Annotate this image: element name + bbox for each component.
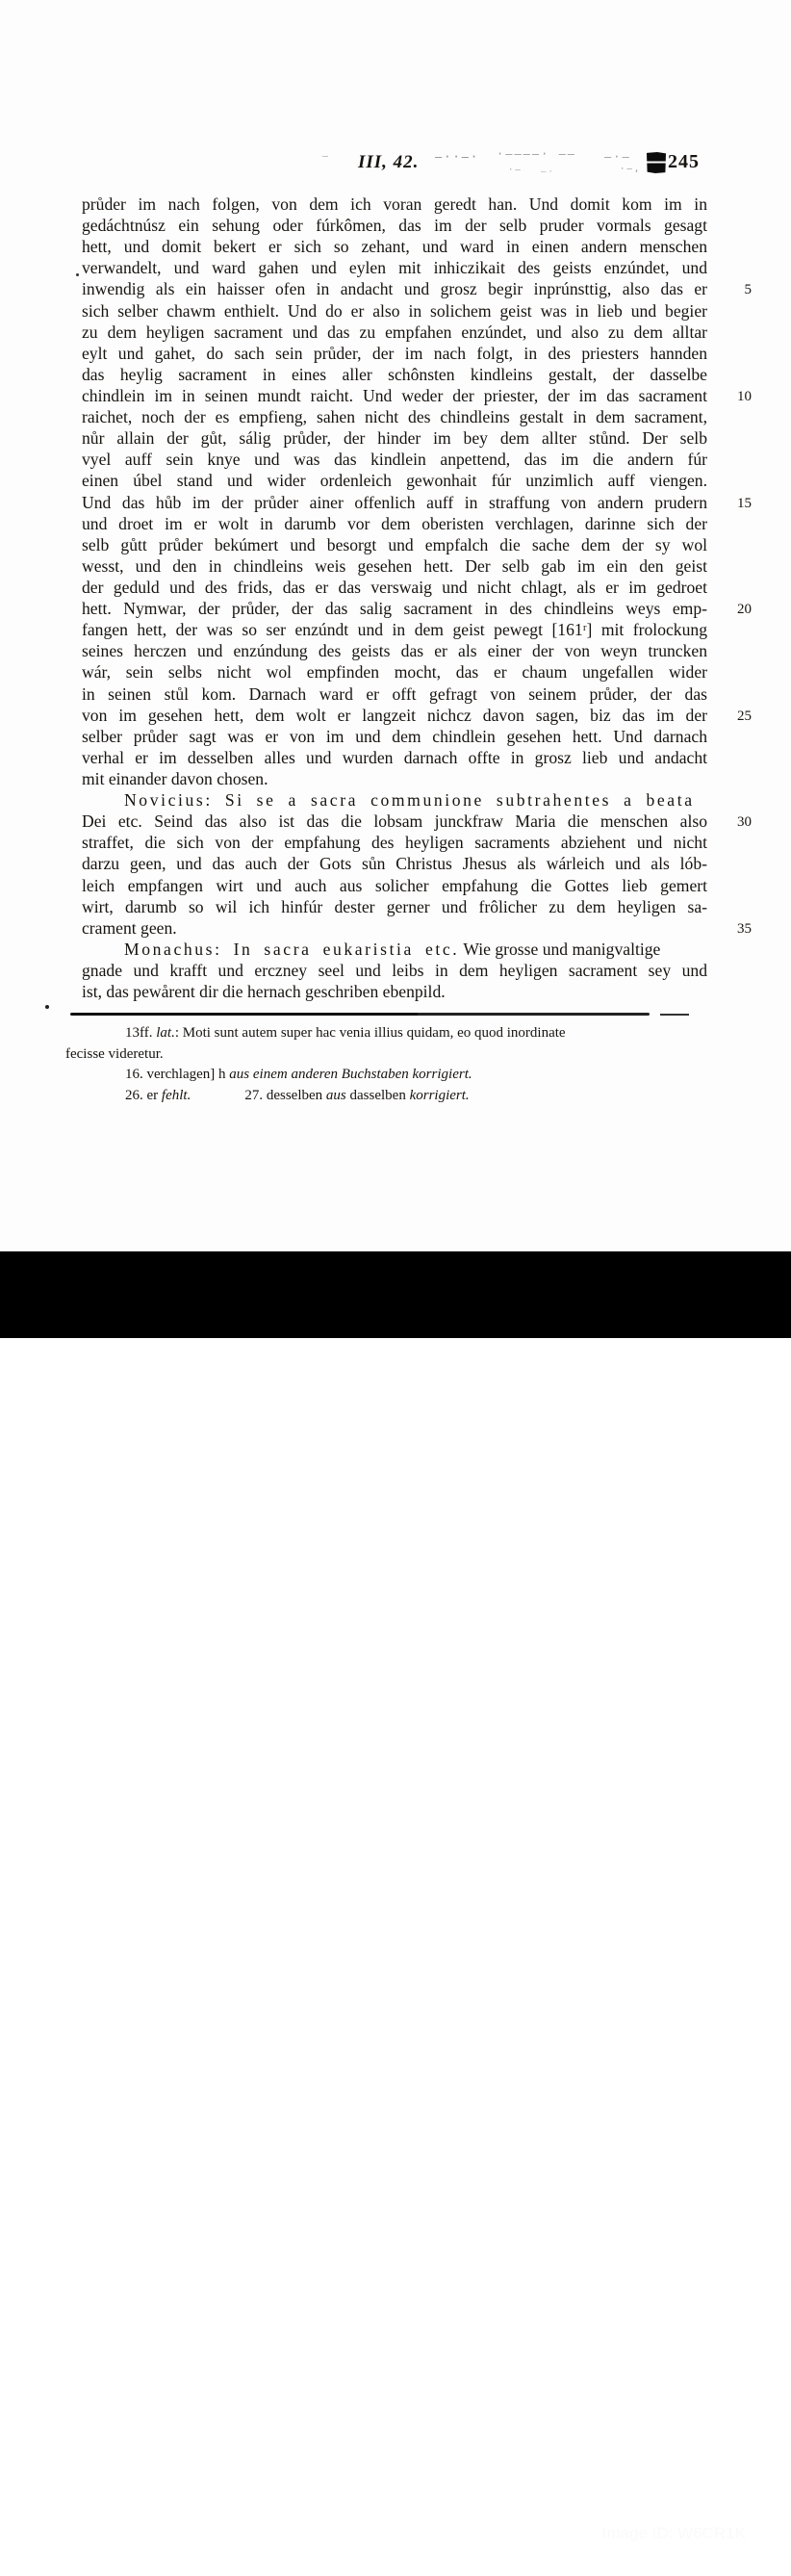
line-text: Dei etc. Seind das also ist das die lobsam junckfraw Maria die menschen also (82, 811, 707, 832)
text-line (82, 385, 752, 406)
line-text: Novicius: Si se a sacra communione subtrahentes a beata (124, 790, 695, 811)
text-line (82, 534, 707, 555)
watermark-bar (0, 1251, 791, 2576)
line-text: raichet, noch der es empfieng, sahen nicht des chindleins gestalt in dem sacrament, (82, 407, 707, 427)
alamy-logo: alamy (51, 2513, 176, 2576)
text-line (82, 960, 707, 981)
line-text: seines herczen und enzúndung des geists das er als einer der von weyn truncken (82, 641, 707, 661)
footnote-text: 16. verchlagen] h (125, 1067, 230, 1082)
line-text: zu dem heyligen sacrament und das zu empfahen enzúndet, und also zu dem alltar (82, 322, 707, 342)
print-smudge: –··–· (435, 150, 480, 164)
running-head-section: III, 42. (358, 152, 420, 172)
line-text: der geduld und des frids, das er das verswaig und nicht chlagt, als er im gedroet (82, 577, 707, 597)
line-text: sich selber chawm enthielt. Und do er also in solichem geist was in lieb und begier (82, 300, 707, 321)
footnotes-block (65, 1023, 710, 1106)
text-line (82, 875, 707, 896)
text-line (82, 726, 707, 747)
line-text: selber průder sagt was er von im und dem chindlein gesehen hett. Und darnach (82, 726, 707, 746)
footnote-text: fecisse videretur. (65, 1045, 164, 1062)
footnote-line (65, 1065, 710, 1086)
margin-line-number: 15 (737, 495, 752, 511)
line-text: nůr allain der gůt, sálig průder, der hinder im bey dem allter stůnd. Der selb (82, 428, 707, 449)
footnote-editorial-italic: korrigiert. (409, 1087, 470, 1103)
line-text: darzu geen, und das auch der Gots sůn Christus Jhesus als wárleich und als lób- (82, 854, 707, 874)
page-number: 245 (668, 151, 700, 172)
line-text: hett. Nymwar, der průder, der das salig sacrament in des chindleins weys emp- (82, 599, 707, 619)
image-id-text: Image ID: W6CR1K (601, 2524, 746, 2542)
print-smudge: –· (541, 167, 555, 177)
text-line (82, 917, 752, 939)
footnote-editorial-italic: fehlt. (161, 1087, 191, 1103)
footnote-divider-dash (660, 1014, 689, 1016)
text-line (82, 492, 752, 513)
footnote-line (65, 1086, 710, 1107)
footnote-line (65, 1044, 710, 1066)
text-line (82, 364, 707, 385)
line-text: das heylig sacrament in eines aller schônsten kindleins gestalt, der dasselbe (82, 364, 707, 384)
footnote-divider-rule (70, 1013, 650, 1016)
line-text: von im gesehen hett, dem wolt er langzeit nichcz davon sagen, biz das im der (82, 705, 707, 725)
line-text: wirt, darumb so wil ich hinfúr dester gerner und frôlicher zu dem heyligen sa- (82, 896, 707, 916)
line-text: hett, und domit bekert er sich so zehant, und ward in einen andern menschen (82, 237, 707, 257)
text-line (82, 577, 707, 598)
text-line (82, 832, 707, 853)
text-line (82, 661, 707, 683)
line-text: Und das hůb im der průder ainer offenlich auff in straffung von andern prudern (82, 492, 707, 512)
text-line (82, 619, 707, 640)
line-text: in seinen stůl kom. Darnach ward er offt gefragt von seinem průder, der das (82, 683, 707, 704)
line-text: ist, das pewårent dir die hernach geschriben ebenpild. (82, 982, 446, 1002)
text-line (82, 555, 707, 577)
line-text: crament geen. (82, 917, 177, 938)
spaced-speaker-label: Monachus: In sacra eukaristia etc. (124, 939, 460, 959)
margin-line-number: 30 (737, 814, 752, 831)
margin-line-number: 25 (737, 708, 752, 724)
text-line (82, 853, 707, 874)
footnote-text: 27. desselben (244, 1087, 326, 1103)
line-text: verhal er im desselben alles und wurden darnach offte in grosz lieb und andacht (82, 747, 707, 767)
text-line (82, 640, 707, 661)
footnote-text: 13ff. (125, 1025, 157, 1041)
text-line (82, 789, 707, 811)
print-speck (45, 1005, 49, 1009)
line-text: wár, sein selbs nicht wol empfinden mocht, das er chaum ungefallen wider (82, 662, 707, 683)
text-line (82, 598, 752, 619)
margin-line-number: 10 (737, 388, 752, 404)
text-line (82, 747, 707, 768)
line-text: gnade und krafft und erczney seel und leibs in dem heyligen sacrament sey und (82, 960, 707, 980)
footnote-text: : Moti sunt autem super hac venia illius quidam, eo quod inordinate (174, 1025, 566, 1041)
text-line (82, 939, 707, 960)
print-smudge: ·––––· –– (497, 147, 577, 161)
line-text: selb gůtt průder bekúmert und besorgt und empfalch die sache dem der sy wol (82, 534, 707, 554)
print-smudge: ·–, (620, 165, 642, 174)
text-line (82, 193, 707, 215)
text-line (82, 215, 707, 236)
line-text: fangen hett, der was so ser enzúndt und in dem geist pewegt [161ʳ] mit frolockung (82, 620, 707, 640)
line-text: eylt und gahet, do sach sein průder, der im nach folgt, in des priesters hannden (82, 343, 707, 363)
footnote-editorial-italic: lat. (156, 1025, 175, 1041)
margin-line-number: 20 (737, 602, 752, 618)
print-smudge: – (322, 151, 331, 162)
footnote-text: 26. er (125, 1087, 162, 1103)
line-text: verwandelt, und ward gahen und eylen mit inhiczikait des geists enzúndet, und (82, 258, 707, 278)
ink-blotch (647, 152, 666, 173)
text-line (82, 981, 707, 1002)
text-line (82, 278, 752, 299)
text-line (82, 705, 752, 726)
line-text: wesst, und den in chindleins weis gesehen hett. Der selb gab im ein den geist (82, 555, 707, 576)
text-line (82, 406, 707, 427)
text-line (82, 768, 707, 789)
line-text: gedáchtnúsz ein sehung oder fúrkômen, das im der selb pruder vormals gesagt (82, 216, 707, 236)
alamy-url-text: www.alamy.com (583, 2544, 746, 2568)
text-line (82, 449, 707, 470)
text-line (82, 300, 707, 322)
line-text: leich empfangen wirt und auch aus solicher empfahung die Gottes lieb gemert (82, 875, 707, 895)
print-smudge: –·– (604, 150, 631, 164)
line-text: vyel auff sein knye und was das kindlein anpettend, das im die andern fúr (82, 450, 707, 470)
text-line (82, 343, 707, 364)
text-line (82, 257, 707, 278)
watermark-meta (583, 2524, 746, 2570)
text-line (82, 811, 752, 832)
margin-line-number: 35 (737, 920, 752, 937)
line-text: chindlein im in seinen mundt raicht. Und weder der priester, der im das sacrament (82, 385, 707, 405)
text-line (82, 470, 707, 491)
print-smudge: ·– (508, 166, 523, 175)
body-text-block (82, 193, 752, 1002)
line-text: inwendig als ein haisser ofen in andacht und grosz begir inprúnsttig, also das er (82, 279, 707, 299)
line-text: und droet im er wolt in darumb vor dem oberisten verchlagen, darinne sich der (82, 513, 707, 533)
line-text: průder im nach folgen, von dem ich voran geredt han. Und domit kom im in (82, 194, 707, 214)
line-text: Wie grosse und manigvaltige (459, 939, 661, 959)
text-line (82, 427, 707, 449)
print-speck (76, 273, 79, 276)
line-text: einen úbel stand und wider ordenleich gewonhait fúr unzimlich auff viengen. (82, 471, 707, 491)
line-text: mit einander davon chosen. (82, 768, 268, 788)
footnote-editorial-italic: aus (325, 1087, 346, 1103)
line-text: straffet, die sich von der empfahung des heyligen sacraments abziehent und nicht (82, 833, 707, 853)
text-line (82, 322, 707, 343)
text-line (82, 683, 707, 705)
text-line (82, 236, 707, 257)
footnote-text: dasselben (345, 1087, 410, 1103)
margin-line-number: 5 (744, 282, 752, 298)
text-line (82, 896, 707, 917)
footnote-editorial-italic: aus einem anderen Buchstaben korrigiert. (229, 1067, 472, 1082)
footnote-line (65, 1023, 710, 1044)
text-line (82, 513, 707, 534)
